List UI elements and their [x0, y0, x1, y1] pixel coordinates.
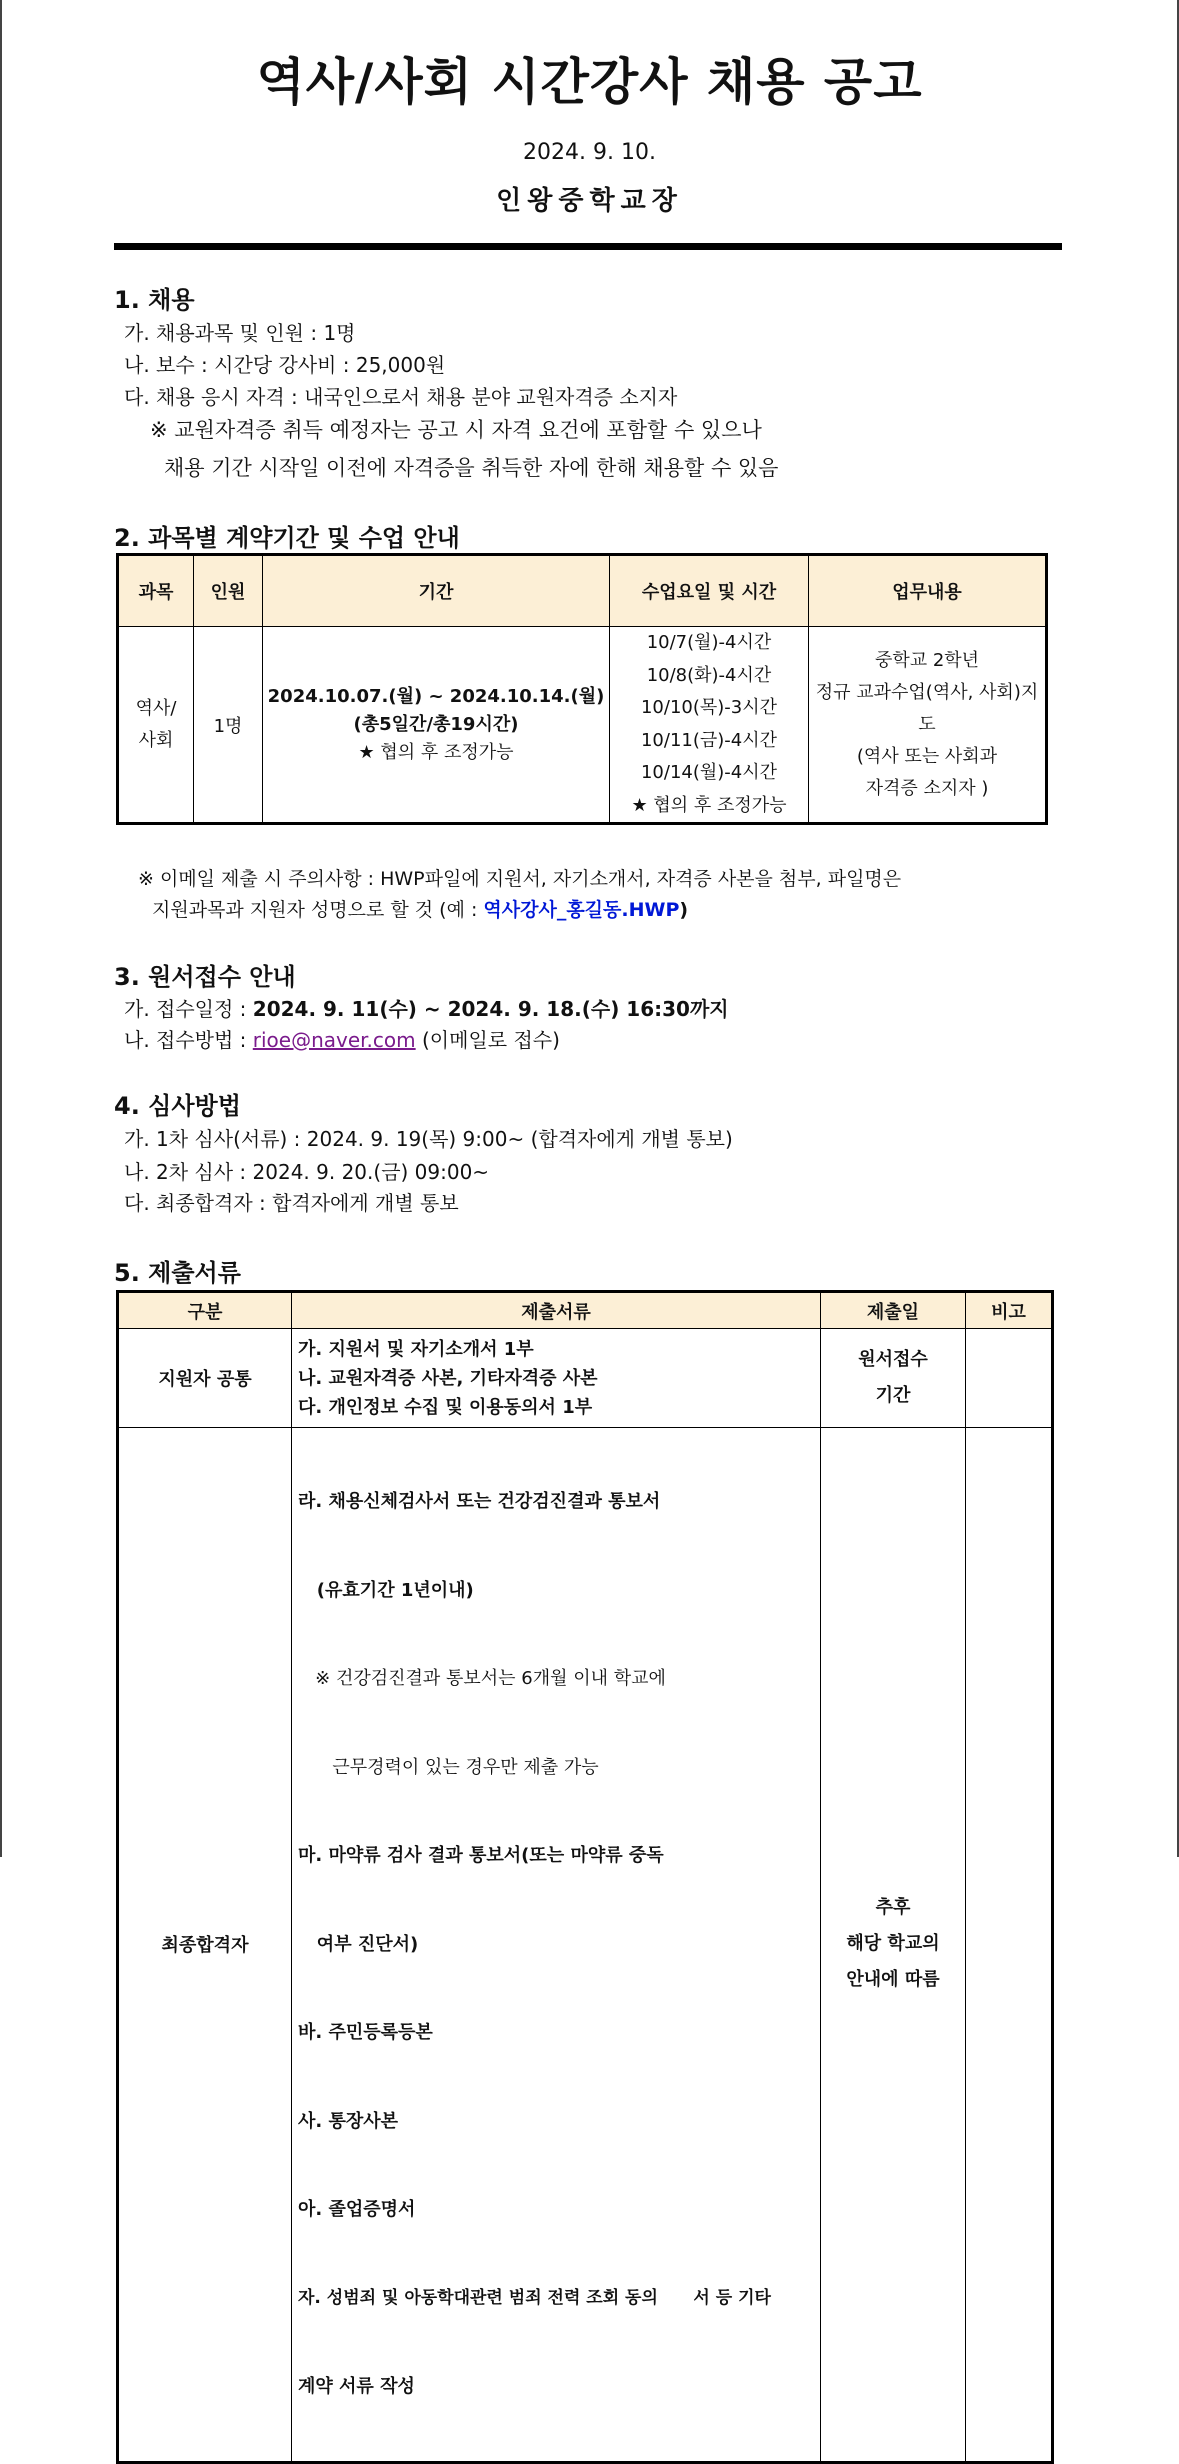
subject-text: 사회 [138, 729, 174, 751]
col-header-count: 인원 [194, 555, 263, 627]
application-schedule [124, 993, 729, 1022]
document-line: 아. 졸업증명서 [298, 2199, 416, 2220]
document-line: 근무경력이 있는 경우만 제출 가능 [298, 1756, 599, 1778]
schedule-cell [610, 627, 809, 824]
duties-line: 중학교 2학년 [874, 649, 980, 671]
date-text: 해당 학교의 [846, 1933, 940, 1955]
duties-line: (역사 또는 사회과 [856, 745, 998, 767]
section1-item: 나. 보수 : 시간당 강사비 : 25,000원 [124, 353, 446, 377]
page-title: 역사/사회 시간강사 채용 공고 [256, 53, 923, 111]
schedule-line: 10/11(금)-4시간 [640, 729, 778, 751]
section2-heading: 2. 과목별 계약기간 및 수업 안내 [114, 524, 460, 552]
method-label: 나. 접수방법 : [124, 1028, 253, 1052]
documents-cell [292, 1329, 821, 1428]
document-line: 사. 통장사본 [298, 2110, 399, 2132]
section1-item: 다. 채용 응시 자격 : 내국인으로서 채용 분야 교원자격증 소지자 [124, 385, 678, 409]
section1-note: 채용 기간 시작일 이전에 자격증을 취득한 자에 한해 채용할 수 있음 [164, 456, 779, 480]
date-text: 원서접수 [858, 1349, 928, 1370]
schedule-line: 10/14(월)-4시간 [640, 762, 778, 783]
remarks-cell [966, 1428, 1053, 2463]
count-cell: 1명 [194, 627, 263, 824]
section4-item: 가. 1차 심사(서류) : 2024. 9. 19(목) 9:00~ (합격자에게 개별 통보) [124, 1127, 733, 1151]
subject-cell [118, 627, 194, 824]
email-link[interactable]: rioe@naver.com [252, 1028, 416, 1052]
date-cell [821, 1428, 966, 2463]
col-header-schedule: 수업요일 및 시간 [610, 555, 809, 627]
period-text: (총5일간/총19시간) [353, 713, 519, 735]
section4-item: 다. 최종합격자 : 합격자에게 개별 통보 [124, 1191, 459, 1215]
documents-table [116, 1290, 1054, 2464]
document-line: 바. 주민등록등본 [298, 2022, 433, 2043]
document-line: 라. 채용신체검사서 또는 건강검진결과 통보서 [298, 1491, 661, 1512]
application-method [124, 1024, 560, 1053]
email-note-text: ) [679, 899, 689, 921]
col-header-documents: 제출서류 [292, 1292, 821, 1329]
subject-text: 역사/ [135, 697, 177, 719]
schedule-line: 10/8(화)-4시간 [646, 664, 772, 686]
email-note: ※ 이메일 제출 시 주의사항 : HWP파일에 지원서, 자기소개서, 자격증 사본을 첨부, 파일명은 [138, 868, 902, 890]
col-header-subject: 과목 [118, 555, 194, 627]
date-text: 안내에 따름 [846, 1969, 940, 1991]
contract-table [116, 553, 1048, 825]
category-cell: 최종합격자 [118, 1428, 292, 2463]
date-text: 추후 [875, 1897, 911, 1919]
period-text: 2024.10.07.(월) ~ 2024.10.14.(월) [267, 685, 605, 707]
col-header-duties: 업무내용 [809, 555, 1047, 627]
col-header-date: 제출일 [821, 1292, 966, 1329]
schedule-line: 10/7(월)-4시간 [646, 632, 772, 653]
document-line: 자. 성범죄 및 아동학대관련 범죄 전력 조회 동의 서 등 기타 [298, 2287, 771, 2308]
col-header-period: 기간 [263, 555, 610, 627]
document-line: ※ 건강검진결과 통보서는 6개월 이내 학교에 [298, 1668, 666, 1689]
document-line: 나. 교원자격증 사본, 기타자격증 사본 [298, 1367, 598, 1389]
section1-item: 가. 채용과목 및 인원 : 1명 [124, 321, 356, 345]
section5-heading: 5. 제출서류 [114, 1259, 241, 1287]
date-cell [821, 1329, 966, 1428]
school-name: 인왕중학교장 [496, 186, 683, 216]
duties-cell [809, 627, 1047, 824]
document-line: 여부 진단서) [298, 1933, 419, 1955]
schedule-label: 가. 접수일정 : [124, 997, 253, 1021]
table-row [118, 1329, 1053, 1428]
date-text: 기간 [875, 1385, 911, 1406]
schedule-value: 2024. 9. 11(수) ~ 2024. 9. 18.(수) 16:30까지 [252, 997, 729, 1021]
document-line: 가. 지원서 및 자기소개서 1부 [298, 1338, 534, 1360]
section4-heading: 4. 심사방법 [114, 1092, 241, 1120]
col-header-category: 구분 [118, 1292, 292, 1329]
section1-heading: 1. 채용 [114, 286, 195, 314]
document-line: 마. 마약류 검사 결과 통보서(또는 마약류 중독 [298, 1845, 664, 1866]
document-line: 다. 개인정보 수집 및 이용동의서 1부 [298, 1396, 593, 1418]
schedule-line: ★ 협의 후 조정가능 [631, 794, 787, 816]
duties-line: 자격증 소지자 ) [865, 777, 989, 799]
period-text: ★ 협의 후 조정가능 [358, 741, 514, 763]
period-cell [263, 627, 610, 824]
documents-cell [292, 1428, 821, 2463]
document-line: 계약 서류 작성 [298, 2376, 415, 2397]
notice-date: 2024. 9. 10. [523, 140, 656, 165]
section4-item: 나. 2차 심사 : 2024. 9. 20.(금) 09:00~ [124, 1160, 490, 1184]
table-row [118, 1428, 1053, 2463]
remarks-cell [966, 1329, 1053, 1428]
category-cell: 지원자 공통 [118, 1329, 292, 1428]
email-note-text: 지원과목과 지원자 성명으로 할 것 (예 : [152, 899, 484, 921]
duties-line: 정규 교과수업(역사, 사회)지도 [815, 681, 1039, 735]
title-divider [114, 243, 1062, 250]
section3-heading: 3. 원서접수 안내 [114, 963, 296, 991]
section1-note: ※ 교원자격증 취득 예정자는 공고 시 자격 요건에 포함할 수 있으나 [150, 418, 762, 442]
method-suffix: (이메일로 접수) [415, 1028, 560, 1052]
document-line: (유효기간 1년이내) [298, 1579, 474, 1601]
col-header-remarks: 비고 [966, 1292, 1053, 1329]
email-note [152, 895, 688, 922]
filename-example: 역사강사_홍길동.HWP [483, 899, 680, 921]
schedule-line: 10/10(목)-3시간 [640, 697, 778, 718]
